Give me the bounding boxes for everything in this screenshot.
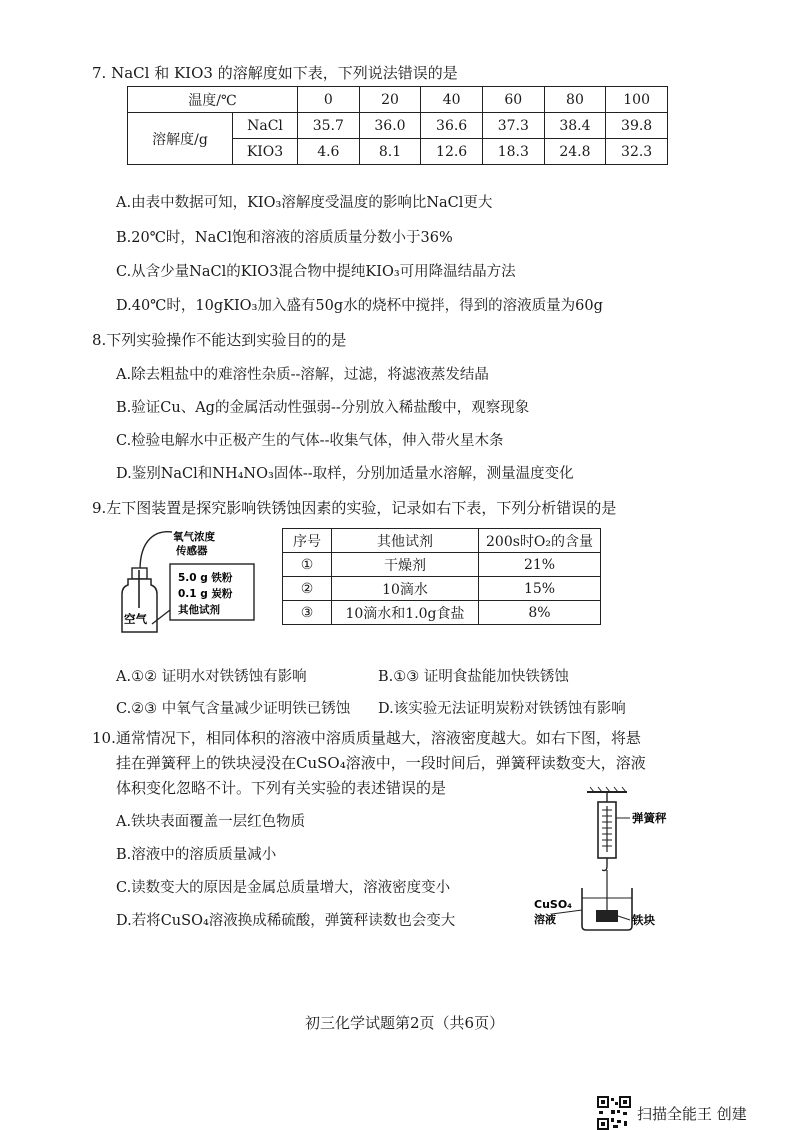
table-cell: 24.8: [544, 139, 606, 165]
scanner-watermark: 扫描全能王 创建: [637, 1105, 747, 1123]
table-cell: 38.4: [544, 113, 606, 139]
table-cell: 32.3: [606, 139, 668, 165]
sensor-label-1: 氧气浓度: [173, 531, 215, 543]
page-footer: 初三化学试题第2页（共6页）: [305, 1014, 505, 1032]
table-cell: 4.6: [298, 139, 360, 165]
table-cell: 10滴水: [332, 577, 479, 601]
table-cell: 37.3: [482, 113, 544, 139]
q7-option-a: A.由表中数据可知，KIO₃溶解度受温度的影响比NaCl更大: [116, 195, 493, 211]
q8-option-a: A.除去粗盐中的难溶性杂质--溶解，过滤，将滤液蒸发结晶: [116, 367, 489, 383]
rusting-apparatus-figure: [112, 524, 274, 636]
temp-cell: 40: [421, 87, 483, 113]
table-cell: 35.7: [298, 113, 360, 139]
q7-option-c: C.从含少量NaCl的KIO3混合物中提纯KIO₃可用降温结晶方法: [116, 264, 516, 280]
q7-option-d: D.40℃时，10gKIO₃加入盛有50g水的烧杯中搅拌，得到的溶液质量为60g: [116, 298, 603, 314]
q9-option-b: B.①③ 证明食盐能加快铁锈蚀: [378, 669, 569, 685]
table-cell: 18.3: [482, 139, 544, 165]
q8-stem: 8.下列实验操作不能达到实验目的的是: [92, 331, 347, 349]
temp-cell: 20: [359, 87, 421, 113]
temp-cell: 0: [298, 87, 360, 113]
substance-name: NaCl: [233, 113, 298, 139]
q10-option-c: C.读数变大的原因是金属总质量增大，溶液密度变小: [116, 880, 451, 896]
q10-option-a: A.铁块表面覆盖一层红色物质: [116, 814, 306, 830]
table-cell: 39.8: [606, 113, 668, 139]
air-label: 空气: [124, 612, 147, 626]
table-cell: ②: [283, 577, 332, 601]
q10-stem-line-2: 挂在弹簧秤上的铁块浸没在CuSO₄溶液中，一段时间后，弹簧秤读数变大，溶液: [116, 754, 646, 772]
q10-stem-line-3: 体积变化忽略不计。下列有关实验的表述错误的是: [116, 779, 447, 797]
table-cell: 12.6: [421, 139, 483, 165]
table-cell: ①: [283, 553, 332, 577]
sensor-label-2: 传感器: [176, 545, 208, 557]
q7-option-b: B.20℃时，NaCl饱和溶液的溶质质量分数小于36%: [116, 230, 453, 246]
box-line-iron: 5.0 g 铁粉: [178, 572, 233, 584]
table-cell: ③: [283, 601, 332, 625]
table-cell: 8%: [479, 601, 601, 625]
solubility-table: [127, 86, 668, 165]
temp-header: 温度/℃: [128, 87, 298, 113]
q9-option-d: D.该实验无法证明炭粉对铁锈蚀有影响: [378, 701, 626, 717]
temp-cell: 100: [606, 87, 668, 113]
box-line-carbon: 0.1 g 炭粉: [178, 588, 233, 600]
table-cell: 10滴水和1.0g食盐: [332, 601, 479, 625]
solution-label-2: 溶液: [534, 913, 556, 926]
q10-stem-line-1: 10.通常情况下，相同体积的溶液中溶质质量越大，溶液密度越大。如右下图，将悬: [92, 729, 641, 747]
iron-block-label: 铁块: [632, 913, 655, 927]
q8-option-c: C.检验电解水中正极产生的气体--收集气体，伸入带火星木条: [116, 433, 504, 449]
scale-label: 弹簧秤: [632, 811, 667, 825]
substance-name: KIO3: [233, 139, 298, 165]
q8-option-b: B.验证Cu、Ag的金属活动性强弱--分别放入稀盐酸中，观察现象: [116, 400, 530, 416]
q9-option-c: C.②③ 中氧气含量减少证明铁已锈蚀: [116, 701, 351, 717]
qr-code-icon: [597, 1096, 631, 1130]
table-header: 序号: [283, 529, 332, 553]
temp-cell: 60: [482, 87, 544, 113]
solubility-header: 溶解度/g: [128, 113, 233, 165]
spring-scale-figure: [532, 786, 680, 938]
rusting-results-table: [282, 528, 601, 625]
q9-stem: 9.左下图装置是探究影响铁锈蚀因素的实验，记录如右下表，下列分析错误的是: [92, 499, 617, 517]
solution-label-1: CuSO₄: [534, 898, 572, 911]
q8-option-d: D.鉴别NaCl和NH₄NO₃固体--取样，分别加适量水溶解，测量温度变化: [116, 466, 574, 482]
table-cell: 36.0: [359, 113, 421, 139]
temp-cell: 80: [544, 87, 606, 113]
table-cell: 15%: [479, 577, 601, 601]
table-cell: 干燥剂: [332, 553, 479, 577]
table-cell: 21%: [479, 553, 601, 577]
table-cell: 36.6: [421, 113, 483, 139]
table-header: 200s时O₂的含量: [479, 529, 601, 553]
q10-option-d: D.若将CuSO₄溶液换成稀硫酸，弹簧秤读数也会变大: [116, 913, 456, 929]
q7-stem: 7. NaCl 和 KIO3 的溶解度如下表，下列说法错误的是: [92, 64, 458, 82]
box-line-other: 其他试剂: [178, 604, 220, 616]
q9-option-a: A.①② 证明水对铁锈蚀有影响: [116, 669, 307, 685]
table-header: 其他试剂: [332, 529, 479, 553]
q10-option-b: B.溶液中的溶质质量减小: [116, 847, 277, 863]
table-cell: 8.1: [359, 139, 421, 165]
